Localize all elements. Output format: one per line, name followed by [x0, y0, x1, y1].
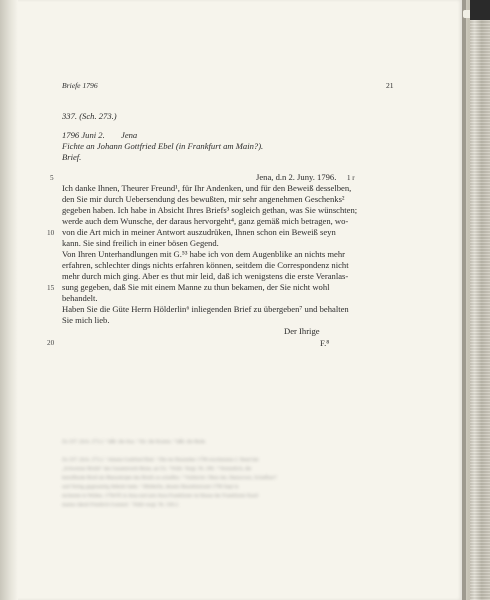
- letter-line: sung gegeben, daß Sie mit einem Manne zu thun bekamen, der Sie nicht wohl: [62, 282, 330, 292]
- letter-line: werde auch dem Wunsche, der daraus hervorgeht⁴, ganz gemäß mich betragen, wo-: [62, 216, 349, 226]
- entry-type: Brief.: [62, 152, 82, 162]
- letter-closing: Der Ihrige: [284, 326, 320, 336]
- apparatus-note: „Schweizer Briefe“ des Gesamtwerk Reise, an Ch. ³ Fehlt. Vergl. Nr. 266. ⁴ Vermutlich, die: [62, 466, 252, 472]
- letter-line: Haben Sie die Güte Herrn Hölderlin⁶ inliegenden Brief zu übergeben⁷ und behalten: [62, 304, 349, 314]
- folio-margin-note: 1 r: [347, 174, 355, 182]
- letter-line: mehr durch mich ging. Aber es thut mir leid, daß ich wenigstens die erste Veranlas-: [62, 271, 349, 281]
- letter-line: von die Art mich in meiner Antwort auszudrüken, Ihnen schon ein Beweiß seyn: [62, 227, 336, 237]
- apparatus-note: mchemte in Weiber, 1794/95 in Jena und sein Anra Frankfurter ist Hause der Frankfurter Kauf-: [62, 493, 260, 499]
- line-number: 15: [47, 284, 55, 292]
- letter-line: erfahren, schlechter dings nichts erfahren können, seitdem die Correspondenz nicht: [62, 260, 349, 270]
- page-number: 21: [386, 81, 394, 90]
- spine-edge: [462, 0, 466, 600]
- letter-line: Von Ihren Unterhandlungen mit G.⁵³ habe ich von dem Augenblike an nichts mehr: [62, 249, 345, 259]
- letter-line: kann. Sie sind freilich in einer bösen Gegend.: [62, 238, 219, 248]
- entry-date: 1796 Juni 2.: [62, 130, 105, 140]
- spine-fabric: [470, 0, 490, 600]
- letter-line: gegeben haben. Ich habe in Absicht Ihres Briefs³ sogleich gethan, was Sie wünschten;: [62, 205, 358, 215]
- letter-dateline: Jena, d.n 2. Juny. 1796.: [256, 172, 337, 182]
- apparatus-note: Zu 337. (Sch. 273.): ¹ Johann Gottfried Ebel. ² Die im Dezember 1796 erschienene 2. Band der: [62, 457, 259, 463]
- letter-line: den Sie mir durch Uebersendung des bewußten, mir sehr angenehmen Geschenks²: [62, 194, 345, 204]
- background-corner: [470, 0, 490, 20]
- entry-place: Jena: [121, 130, 138, 140]
- line-number: 10: [47, 229, 55, 237]
- page-gutter-shadow: [0, 0, 18, 600]
- letter-signature: F.⁸: [320, 338, 330, 348]
- running-head: Briefe 1796: [62, 81, 98, 90]
- apparatus-note: Zu 337. (Sch. 273.): ¹ läßt: die Aus. ² für: die Kosten. ³ läßt: die Rede.: [62, 439, 207, 445]
- letter-line: Sie mich lieb.: [62, 315, 110, 325]
- line-number: 20: [47, 339, 55, 347]
- letter-line: behandelt.: [62, 293, 98, 303]
- line-number: 5: [50, 174, 54, 182]
- entry-number: 337. (Sch. 273.): [62, 111, 117, 121]
- apparatus-note: manns Jakob Friedrich Gontard. ⁷ Fehlt vergl. Nr. 336.2.: [62, 502, 180, 508]
- apparatus-note: betreffende Brief als Manuskripte des Briefs zu schaffen. ⁵ Vielleicht: Oben der, Hannovers, Schaffner?: [62, 475, 277, 481]
- letter-line: Ich danke Ihnen, Theurer Freund¹, für Ihr Andenken, und für den Beweiß desselben,: [62, 183, 352, 193]
- apparatus-note: und Verlag gegenseitig Abkehr hatte. ⁶ Hölderlin, dessen Hauslehrerzeit 1796 Sept in: [62, 484, 239, 490]
- entry-recipient: Fichte an Johann Gottfried Ebel (in Frankfurt am Main?).: [62, 141, 264, 151]
